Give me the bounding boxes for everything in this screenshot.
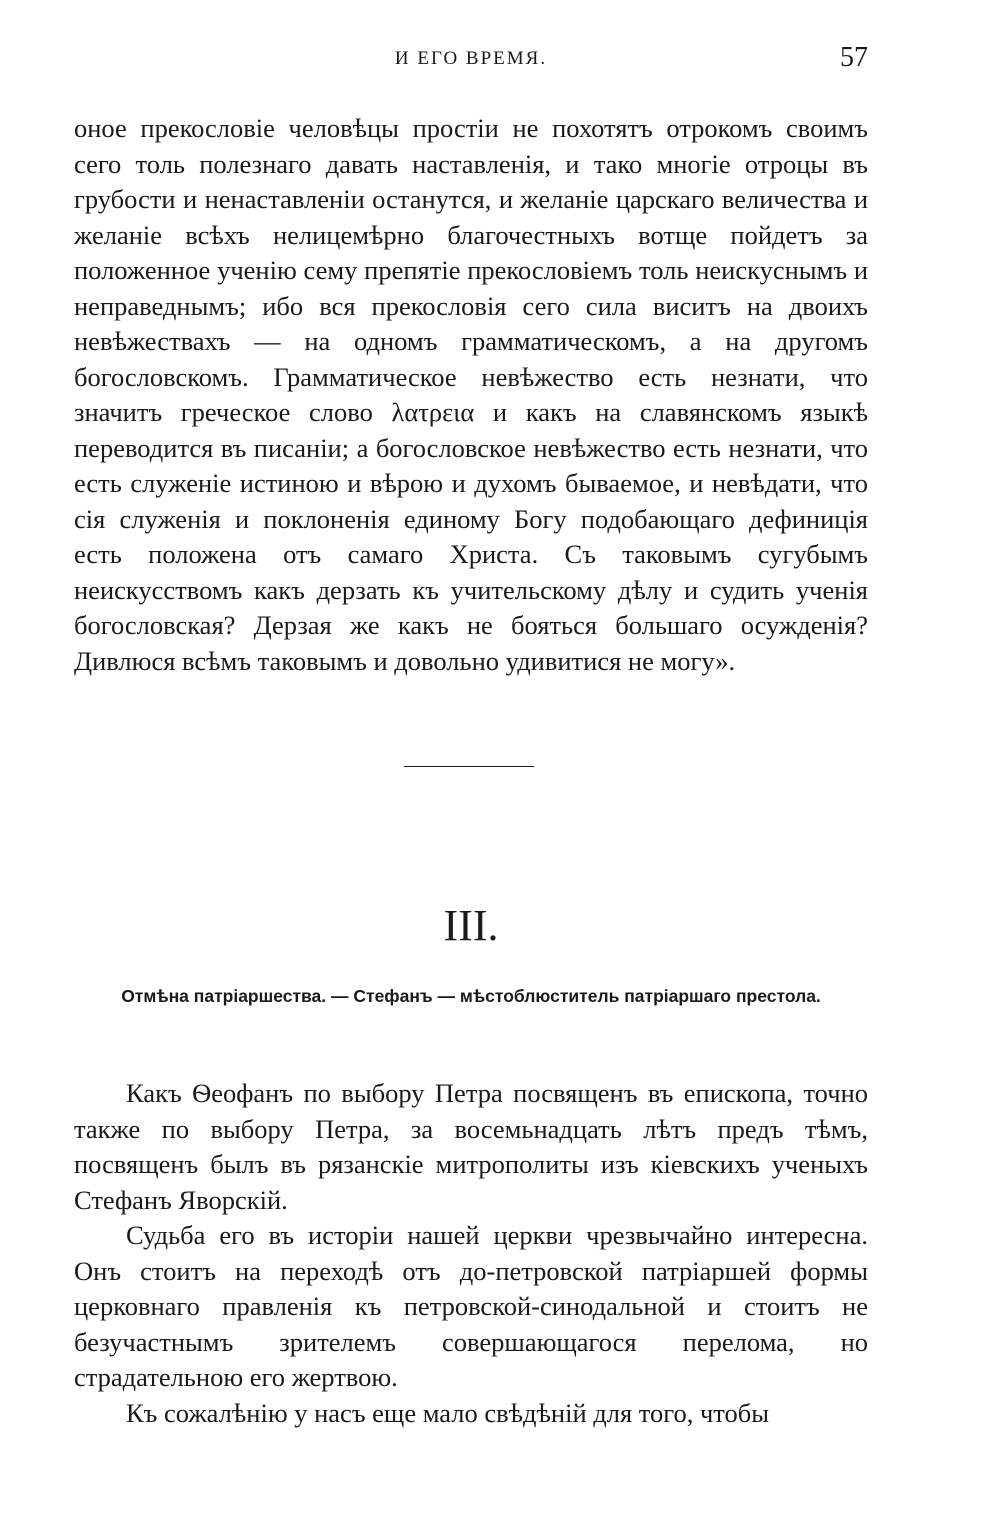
book-page (74, 0, 868, 1526)
running-title: И ЕГО ВРЕМЯ. (394, 48, 548, 69)
body-paragraph: Судьба его въ исторіи нашей церкви чрезвычайно интересна. Онъ стоитъ на переходѣ отъ до-петровской патріаршей формы церковнаго правленія къ петровской-синодальной и стоитъ не безучастнымъ зрителемъ совершающагося перелома, но страдательною его жертвою. (74, 1220, 868, 1392)
chapter-subtitle: Отмѣна патріаршества. — Стефанъ — мѣстоблюститель патріаршаго престола. (121, 986, 821, 1006)
chapter-number: III. (443, 901, 499, 950)
body-paragraph: Къ сожалѣнію у насъ еще мало свѣдѣній для того, чтобы (126, 1397, 770, 1428)
quotation-block (74, 111, 868, 679)
quotation-paragraph: оное прекословіе человѣцы простіи не похотятъ отрокомъ своимъ сего толь полезнаго давать наставленія, и тако многіе отроцы въ грубости и ненаставленіи останутся, и желаніе царскаго величества и желаніе всѣхъ нелицемѣрно благочестныхъ вотще пойдетъ за положенное ученію сему препятіе прекословіемъ толь неискуснымъ и неправеднымъ; ибо вся прекословія сего сила виситъ на двоихъ невѣжествахъ — на одномъ грамматическомъ, а на другомъ богословскомъ. Грамматическое невѣжество есть незнати, что значитъ греческое слово λατρεια и какъ на славянскомъ языкѣ переводится въ писаніи; а богословское невѣжество есть незнати, что есть служеніе истиною и вѣрою и духомъ бываемое, и невѣдати, что сія служенія и поклоненія единому Богу подобающаго дефиниція есть положена отъ самаго Христа. Съ таковымъ сугубымъ неискусствомъ какъ дерзать къ учительскому дѣлу и судить ученія богословская? Дерзая же какъ не бояться большаго осужденія? Дивлюся всѣмъ таковымъ и довольно удивитися не могу». (74, 113, 868, 676)
page-number: 57 (840, 42, 868, 73)
section-separator-rule (404, 766, 534, 767)
chapter-body (74, 1076, 868, 1431)
body-paragraph: Какъ Ѳеофанъ по выбору Петра посвященъ въ епископа, точно также по выбору Петра, за восемьнадцать лѣтъ предъ тѣмъ, посвященъ былъ въ рязанскіе митрополиты изъ кіевскихъ ученыхъ Стефанъ Яворскій. (74, 1078, 868, 1215)
running-head (74, 42, 868, 82)
